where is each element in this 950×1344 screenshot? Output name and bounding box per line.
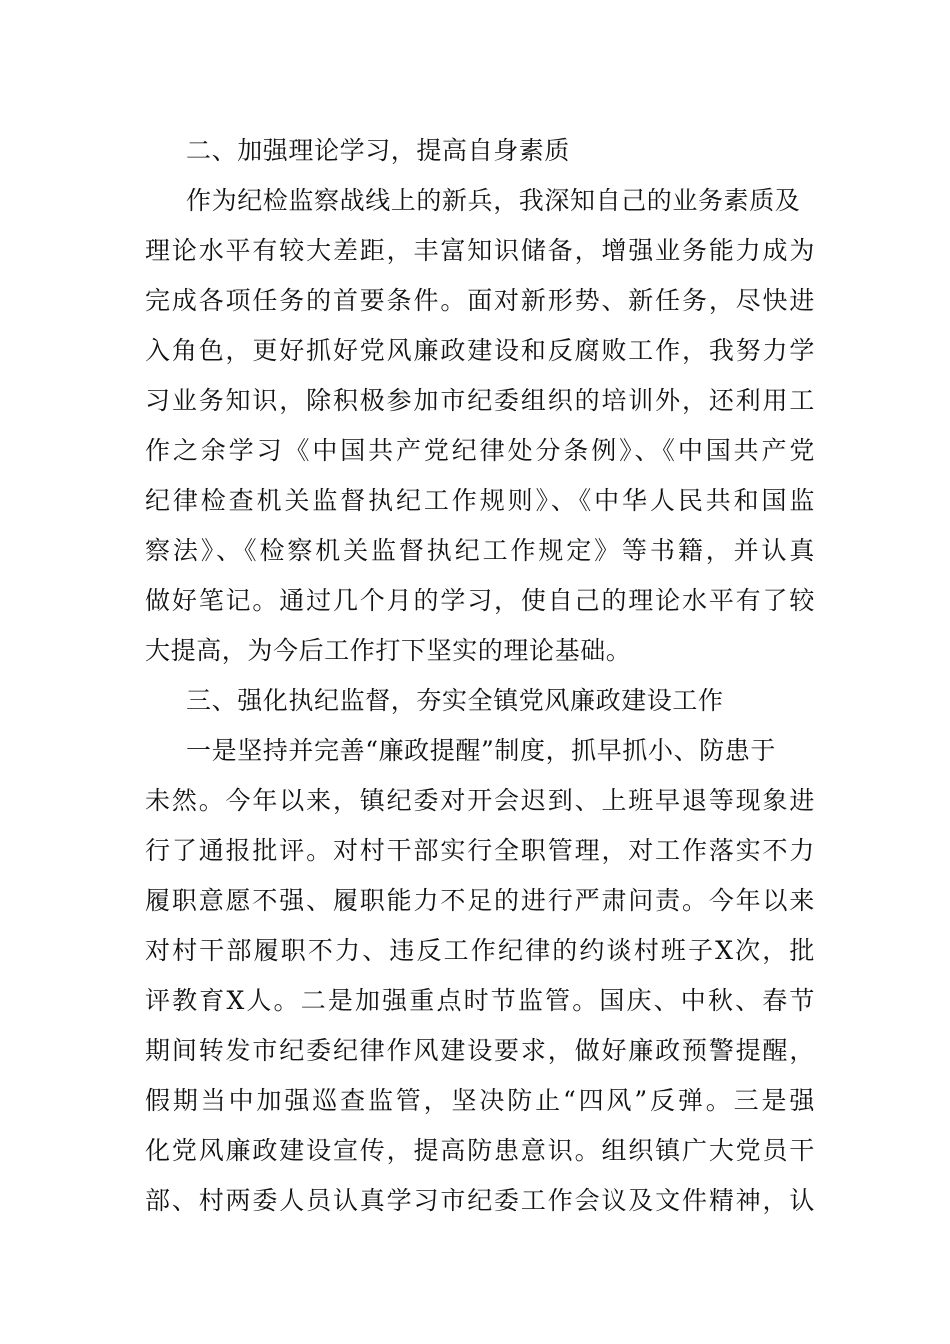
paragraph-line: 一是坚持并完善“廉政提醒”制度，抓早抓小、防患于 <box>186 736 776 765</box>
paragraph-line: 纪律检查机关监督执纪工作规则》、《中华人民共和国监 <box>145 486 815 515</box>
paragraph-line: 作为纪检监察战线上的新兵，我深知自己的业务素质及 <box>186 186 801 215</box>
paragraph-line: 假期当中加强巡查监管，坚决防止“四风”反弹。三是强 <box>145 1086 815 1115</box>
heading-section-2: 二、加强理论学习，提高自身素质 <box>186 136 571 165</box>
paragraph-line: 入角色，更好抓好党风廉政建设和反腐败工作，我努力学 <box>145 336 815 365</box>
paragraph-line: 对村干部履职不力、违反工作纪律的约谈村班子X次，批 <box>145 936 815 965</box>
paragraph-line: 察法》、《检察机关监督执纪工作规定》等书籍，并认真 <box>145 536 815 565</box>
paragraph-line: 作之余学习《中国共产党纪律处分条例》、《中国共产党 <box>145 436 815 465</box>
paragraph-line: 期间转发市纪委纪律作风建设要求，做好廉政预警提醒， <box>145 1036 815 1065</box>
heading-section-3: 三、强化执纪监督，夯实全镇党风廉政建设工作 <box>186 686 724 715</box>
paragraph-line: 履职意愿不强、履职能力不足的进行严肃问责。今年以来 <box>145 886 815 915</box>
paragraph-line: 完成各项任务的首要条件。面对新形势、新任务，尽快进 <box>145 286 815 315</box>
paragraph-line: 行了通报批评。对村干部实行全职管理，对工作落实不力 <box>145 836 815 865</box>
paragraph-line: 做好笔记。通过几个月的学习，使自己的理论水平有了较 <box>145 586 815 615</box>
paragraph-line: 理论水平有较大差距，丰富知识储备，增强业务能力成为 <box>145 236 815 265</box>
paragraph-line: 评教育X人。二是加强重点时节监管。国庆、中秋、春节 <box>145 986 815 1015</box>
paragraph-line: 化党风廉政建设宣传，提高防患意识。组织镇广大党员干 <box>145 1136 815 1165</box>
paragraph-line: 习业务知识，除积极参加市纪委组织的培训外，还利用工 <box>145 386 815 415</box>
paragraph-line: 未然。今年以来，镇纪委对开会迟到、上班早退等现象进 <box>145 786 815 815</box>
paragraph-line: 部、村两委人员认真学习市纪委工作会议及文件精神，认 <box>145 1186 815 1215</box>
paragraph-line: 大提高，为今后工作打下坚实的理论基础。 <box>145 636 632 665</box>
